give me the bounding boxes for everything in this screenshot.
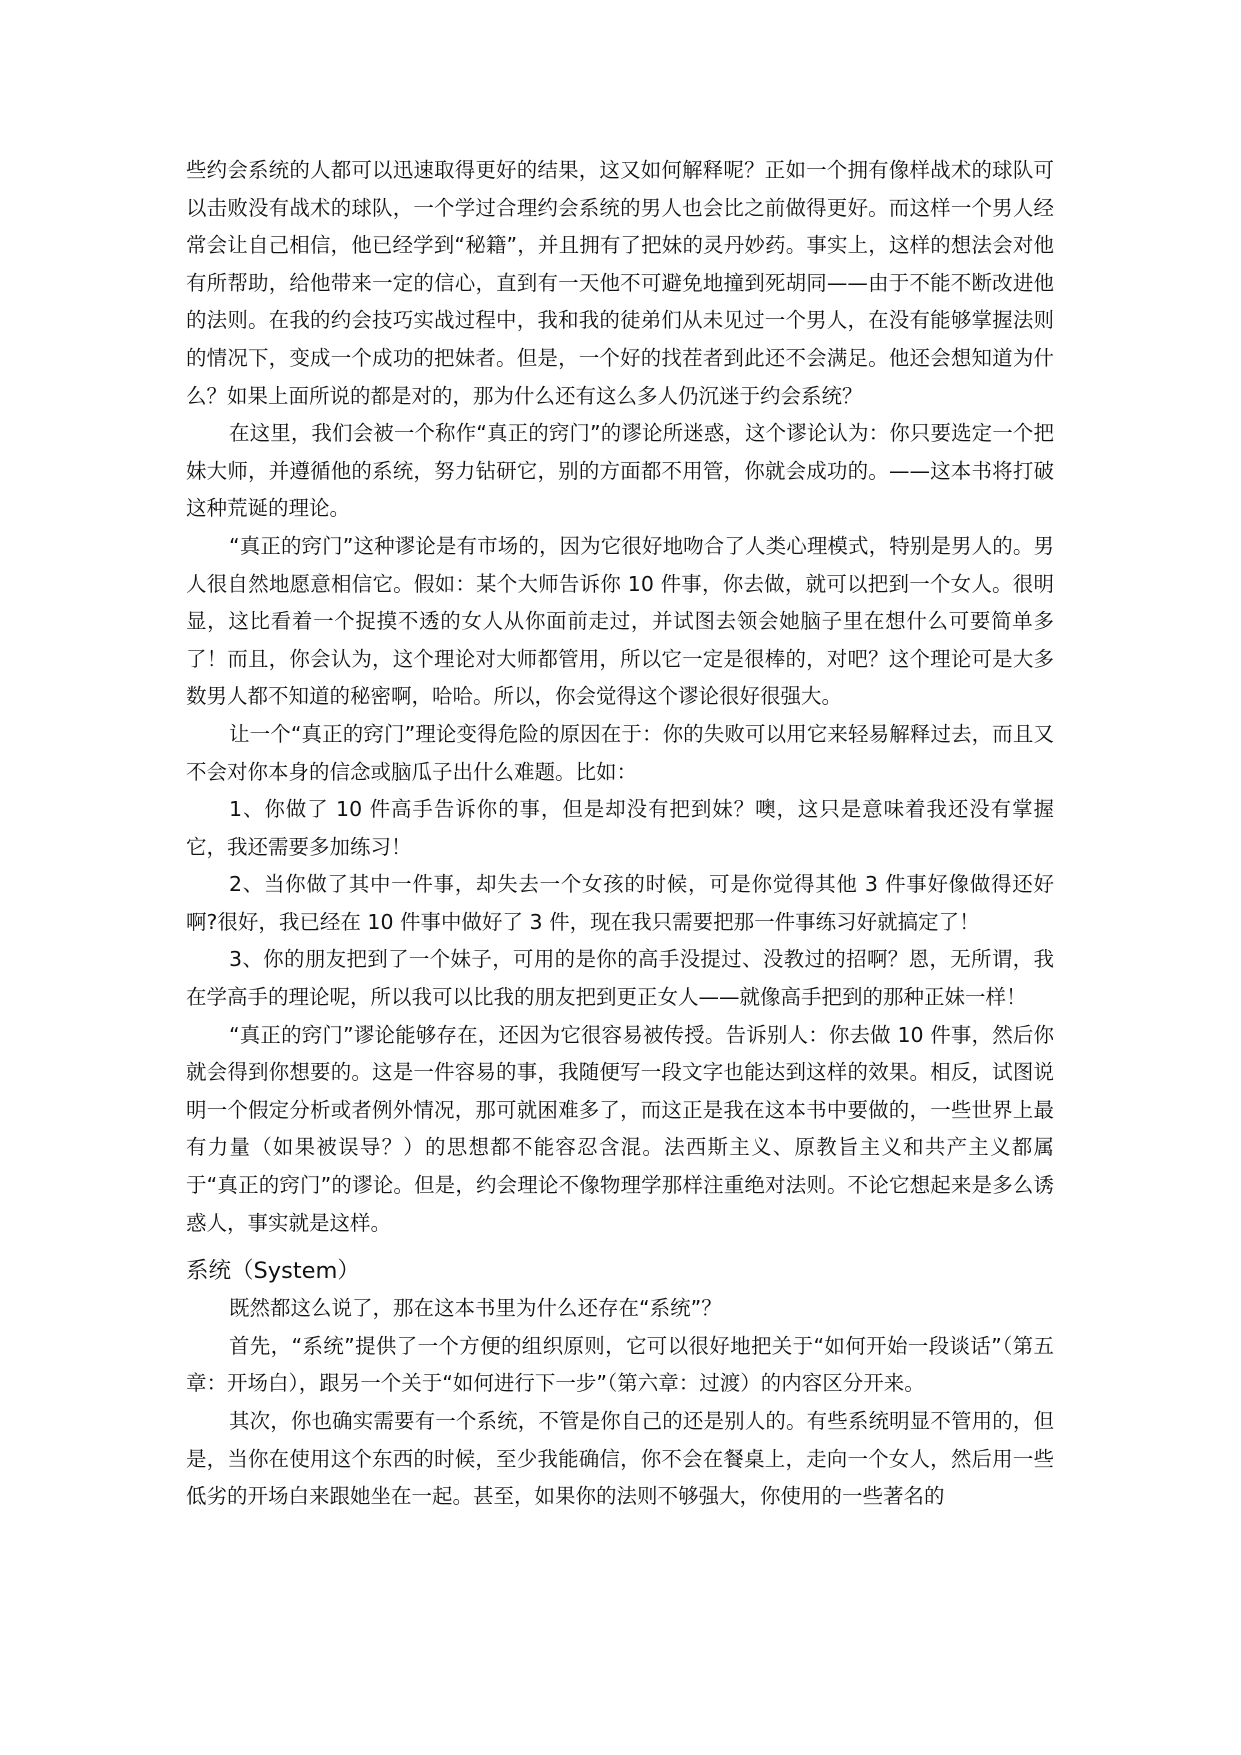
paragraph: 让一个“真正的窍门”理论变得危险的原因在于：你的失败可以用它来轻易解释过去，而且又不会对你本身的信念或脑瓜子出什么难题。比如：	[186, 721, 1054, 784]
paragraph: 些约会系统的人都可以迅速取得更好的结果，这又如何解释呢？正如一个拥有像样战术的球队可以击败没有战术的球队，一个学过合理约会系统的男人也会比之前做得更好。而这样一个男人经常会让自己相信，他已经学到“秘籍”，并且拥有了把妹的灵丹妙药。事实上，这样的想法会对他有所帮助，给他带来一定的信心，直到有一天他不可避免地撞到死胡同——由于不能不断改进他的法则。在我的约会技巧实战过程中，我和我的徒弟们从未见过一个男人，在没有能够掌握法则的情况下，变成一个成功的把妹者。但是，一个好的找茬者到此还不会满足。他还会想知道为什么？如果上面所说的都是对的，那为什么还有这么多人仍沉迷于约会系统？	[186, 158, 1054, 408]
paragraph: 既然都这么说了，那在这本书里为什么还存在“系统”？	[229, 1296, 722, 1321]
paragraph: “真正的窍门”这种谬论是有市场的，因为它很好地吻合了人类心理模式，特别是男人的。男人很自然地愿意相信它。假如：某个大师告诉你 10 件事，你去做，就可以把到一个女人。很明显，这比看着一个捉摸不透的女人从你面前走过，并试图去领会她脑子里在想什么可要简单多了！而且，你会认为，这个理论对大师都管用，所以它一定是很棒的，对吧？这个理论可是大多数男人都不知道的秘密啊，哈哈。所以，你会觉得这个谬论很好很强大。	[186, 533, 1054, 709]
list-item: 1、你做了 10 件高手告诉你的事，但是却没有把到妹？噢，这只是意味着我还没有掌握它，我还需要多加练习！	[186, 797, 1054, 859]
paragraph: 首先，“系统”提供了一个方便的组织原则，它可以很好地把关于“如何开始一段谈话”（第五章：开场白），跟另一个关于“如何进行下一步”（第六章：过渡）的内容区分开来。	[186, 1333, 1054, 1396]
list-item: 2、当你做了其中一件事，却失去一个女孩的时候，可是你觉得其他 3 件事好像做得还好啊?很好，我已经在 10 件事中做好了 3 件，现在我只需要把那一件事练习好就搞定了！	[186, 872, 1054, 934]
paragraph: “真正的窍门”谬论能够存在，还因为它很容易被传授。告诉别人：你去做 10 件事，然后你就会得到你想要的。这是一件容易的事，我随便写一段文字也能达到这样的效果。相反，试图说明一个假定分析或者例外情况，那可就困难多了，而这正是我在这本书中要做的，一些世界上最有力量（如果被误导？）的思想都不能容忍含混。法西斯主义、原教旨主义和共产主义都属于“真正的窍门”的谬论。但是，约会理论不像物理学那样注重绝对法则。不论它想起来是多么诱惑人，事实就是这样。	[186, 1022, 1054, 1235]
document-body	[186, 152, 1054, 1516]
paragraph: 在这里，我们会被一个称作“真正的窍门”的谬论所迷惑，这个谬论认为：你只要选定一个把妹大师，并遵循他的系统，努力钻研它，别的方面都不用管，你就会成功的。——这本书将打破这种荒诞的理论。	[186, 421, 1054, 521]
list-item: 3、你的朋友把到了一个妹子，可用的是你的高手没提过、没教过的招啊？恩，无所谓，我在学高手的理论呢，所以我可以比我的朋友把到更正女人——就像高手把到的那种正妹一样！	[186, 947, 1054, 1010]
paragraph: 其次，你也确实需要有一个系统，不管是你自己的还是别人的。有些系统明显不管用的，但是，当你在使用这个东西的时候，至少我能确信，你不会在餐桌上，走向一个女人，然后用一些低劣的开场白来跟她坐在一起。甚至，如果你的法则不够强大，你使用的一些著名的	[186, 1409, 1054, 1509]
section-heading: 系统（System）	[186, 1258, 360, 1285]
